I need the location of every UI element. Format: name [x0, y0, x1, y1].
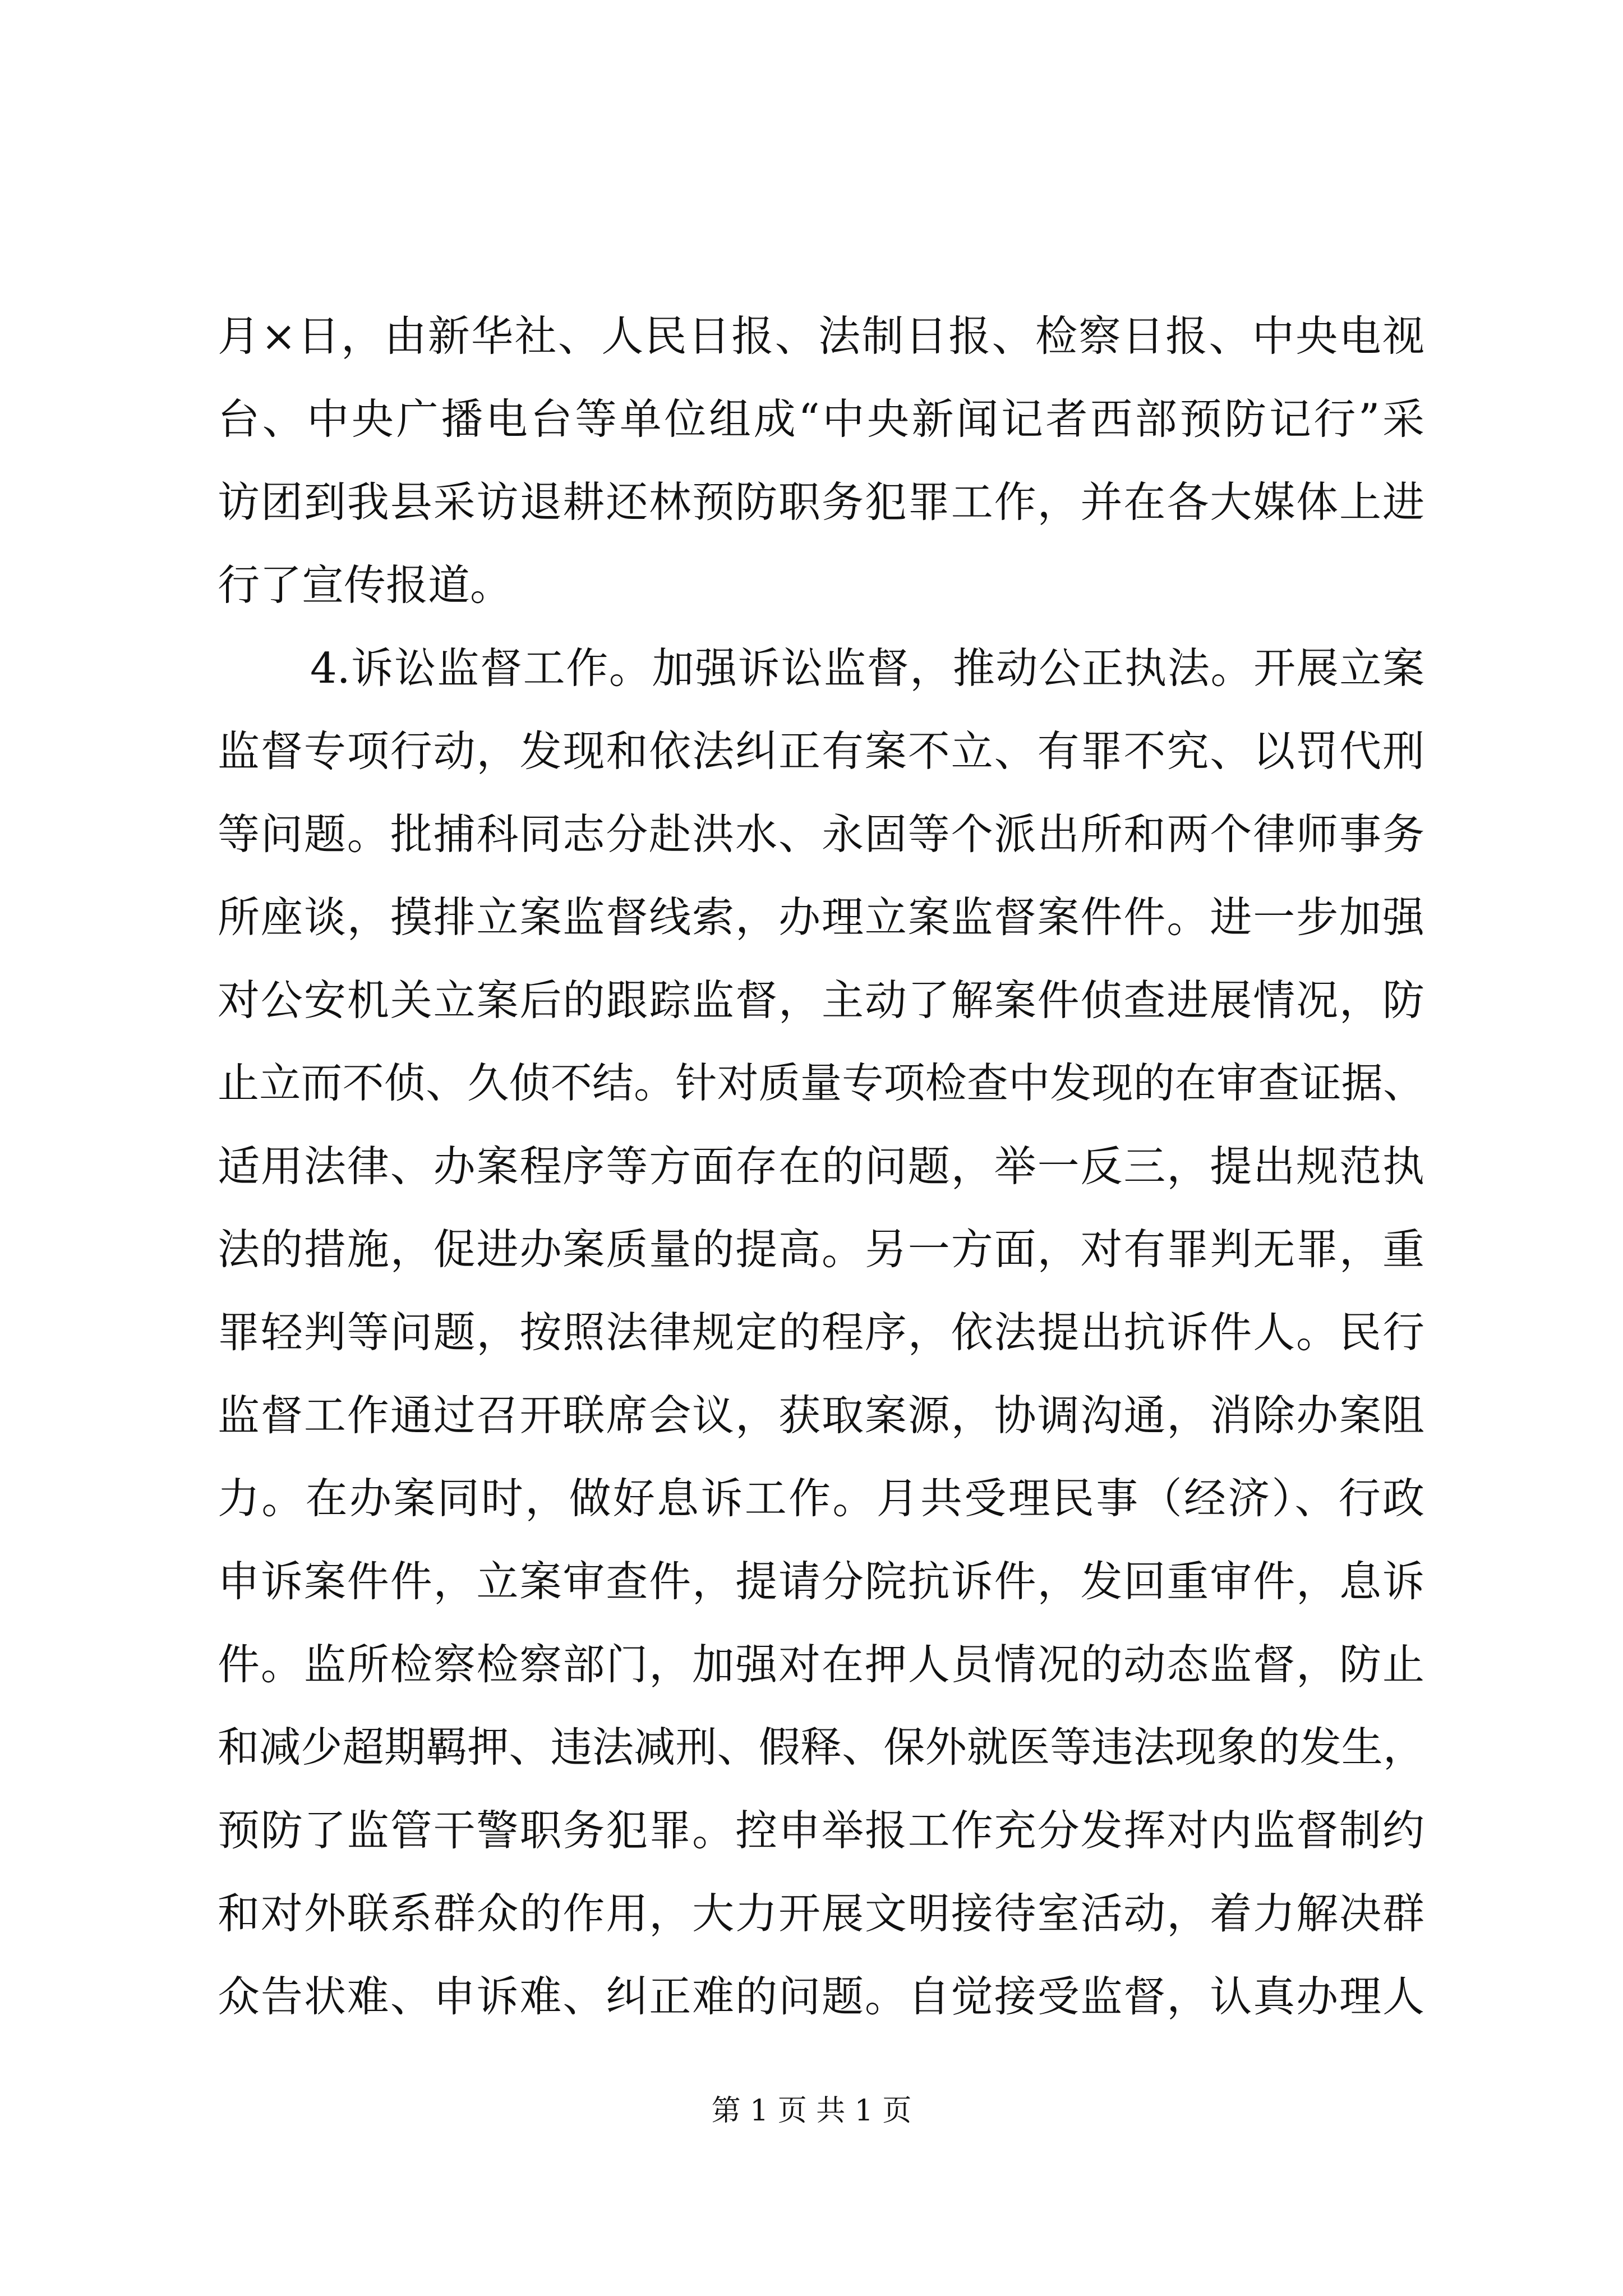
text-line: 4.诉讼监督工作。加强诉讼监督，推动公正执法。开展立案	[310, 643, 1424, 693]
text-line: 和对外联系群众的作用，大力开展文明接待室活动，着力解决群	[218, 1889, 1424, 1938]
page-footer: 第 1 页 共 1 页	[711, 2094, 912, 2128]
text-line: 众告状难、申诉难、纠正难的问题。自觉接受监督，认真办理人	[218, 1972, 1424, 2021]
text-line: 所座谈，摸排立案监督线索，办理立案监督案件件。进一步加强	[218, 892, 1424, 942]
text-line: 监督专项行动，发现和依法纠正有案不立、有罪不究、以罚代刑	[218, 726, 1424, 776]
text-line: 件。监所检察检察部门，加强对在押人员情况的动态监督，防止	[218, 1640, 1424, 1689]
text-line: 和减少超期羁押、违法减刑、假释、保外就医等违法现象的发生，	[218, 1723, 1424, 1772]
body-text	[218, 295, 1424, 2038]
text-line: 等问题。批捕科同志分赴洪水、永固等个派出所和两个律师事务	[218, 809, 1424, 859]
text-line: 监督工作通过召开联席会议，获取案源，协调沟通，消除办案阻	[218, 1391, 1424, 1440]
text-line: 力。在办案同时，做好息诉工作。月共受理民事（经济）、行政	[218, 1474, 1424, 1523]
text-line: 止立而不侦、久侦不结。针对质量专项检查中发现的在审查证据、	[218, 1059, 1424, 1107]
text-line: 对公安机关立案后的跟踪监督，主动了解案件侦查进展情况，防	[218, 976, 1424, 1025]
text-line: 行了宣传报道。	[218, 560, 513, 610]
text-line: 预防了监管干警职务犯罪。控申举报工作充分发挥对内监督制约	[218, 1806, 1424, 1855]
text-line: 法的措施，促进办案质量的提高。另一方面，对有罪判无罪，重	[218, 1225, 1424, 1274]
text-line: 台、中央广播电台等单位组成“中央新闻记者西部预防记行”采	[218, 394, 1424, 444]
text-line: 月×日，由新华社、人民日报、法制日报、检察日报、中央电视	[218, 311, 1424, 361]
text-line: 罪轻判等问题，按照法律规定的程序，依法提出抗诉件人。民行	[218, 1308, 1424, 1357]
text-line: 适用法律、办案程序等方面存在的问题，举一反三，提出规范执	[218, 1142, 1424, 1191]
text-line: 申诉案件件，立案审查件，提请分院抗诉件，发回重审件，息诉	[218, 1557, 1424, 1606]
text-line: 访团到我县采访退耕还林预防职务犯罪工作，并在各大媒体上进	[218, 477, 1424, 527]
